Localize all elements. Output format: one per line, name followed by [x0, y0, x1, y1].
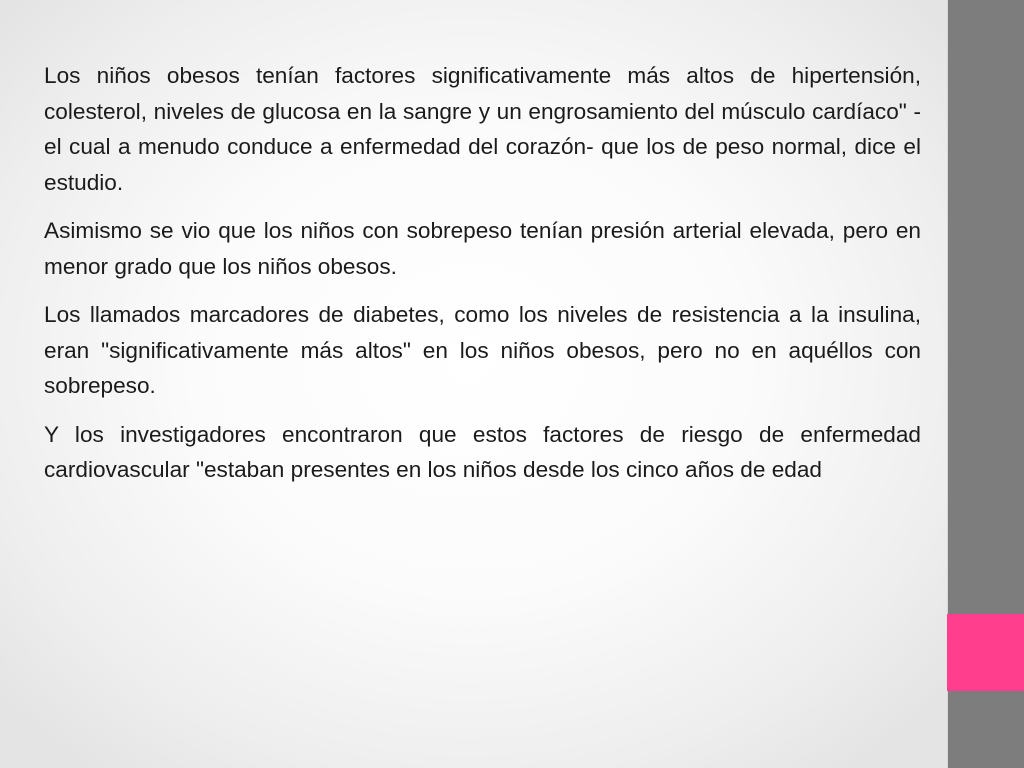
paragraph-overweight-blood-pressure: Asimismo se vio que los niños con sobrepeso tenían presión arterial elevada, pero en menor grado que los niños obesos. [44, 218, 921, 279]
paragraph-obese-children-risk-factors: Los niños obesos tenían factores significativamente más altos de hipertensión, colesterol, niveles de glucosa en la sangre y un engrosamiento del músculo cardíaco" -el cual a menudo conduce a enfermedad del corazón- que los de peso normal, dice el estudio. [44, 63, 921, 195]
decorative-pink-accent-block [947, 614, 1024, 691]
paragraph-diabetes-markers: Los llamados marcadores de diabetes, como los niveles de resistencia a la insulina, eran "significativamente más altos" en los niños obesos, pero no en aquéllos con sobrepeso. [44, 302, 921, 398]
slide-body [44, 58, 921, 738]
paragraph-cardiovascular-risk-age: Y los investigadores encontraron que estos factores de riesgo de enfermedad cardiovascular "estaban presentes en los niños desde los cinco años de edad [44, 421, 921, 482]
